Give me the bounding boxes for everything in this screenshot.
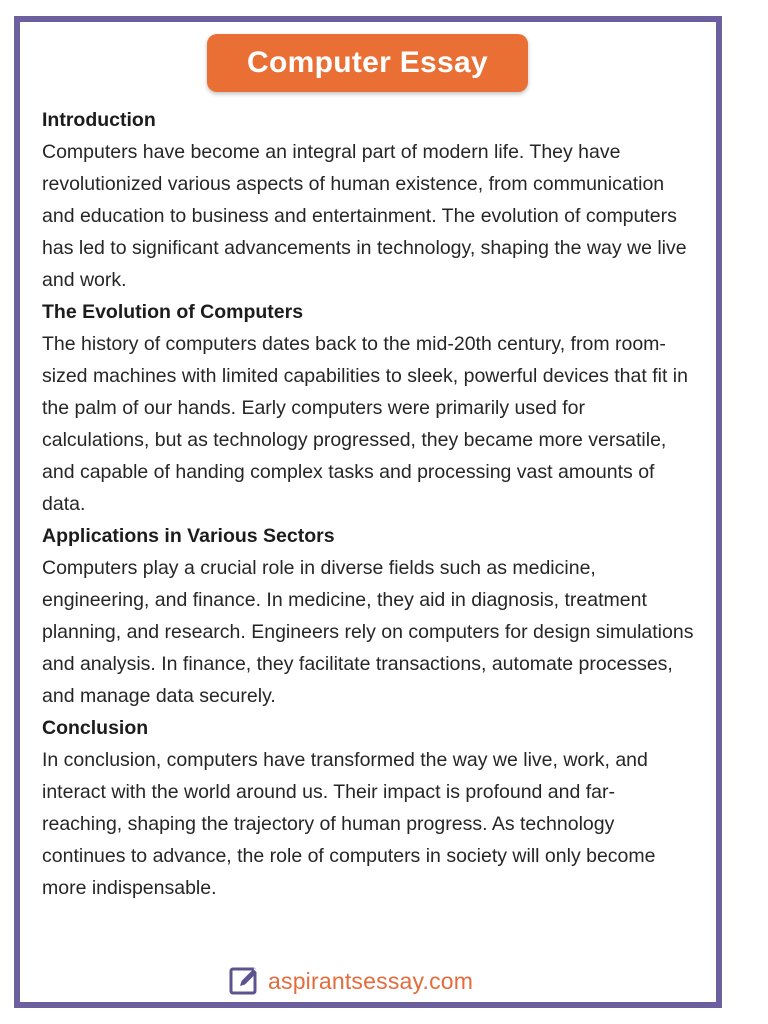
section-body: In conclusion, computers have transformed the way we live, work, and interact with the world around us. Their impact is profound and far-reaching, shaping the trajectory of human progress. As technology continues to advance, the role of computers in society will only become more indispensable. xyxy=(42,749,656,899)
section-heading: Introduction xyxy=(42,109,156,131)
essay-content xyxy=(42,104,694,904)
section-heading: The Evolution of Computers xyxy=(42,301,304,323)
edit-icon xyxy=(228,964,262,998)
section-conclusion xyxy=(42,712,694,904)
section-heading: Applications in Various Sectors xyxy=(42,525,335,547)
section-heading: Conclusion xyxy=(42,717,149,739)
section-body: Computers play a crucial role in diverse fields such as medicine, engineering, and finance. In medicine, they aid in diagnosis, treatment planning, and research. Engineers rely on computers for design simulations and analysis. In finance, they facilitate transactions, automate processes, and manage data securely. xyxy=(42,557,694,707)
site-url[interactable]: aspirantsessay.com xyxy=(268,967,474,994)
section-body: Computers have become an integral part of modern life. They have revolutionized various aspects of human existence, from communication and education to business and entertainment. The evolution of computers has led to significant advancements in technology, shaping the way we live and work. xyxy=(42,141,687,291)
section-evolution xyxy=(42,296,694,520)
site-footer xyxy=(228,964,473,998)
section-introduction xyxy=(42,104,694,296)
section-applications xyxy=(42,520,694,712)
essay-title: Computer Essay xyxy=(207,34,528,92)
section-body: The history of computers dates back to the mid-20th century, from room-sized machines with limited capabilities to sleek, powerful devices that fit in the palm of our hands. Early computers were primarily used for calculations, but as technology progressed, they became more versatile, and capable of handing complex tasks and processing vast amounts of data. xyxy=(42,333,688,515)
